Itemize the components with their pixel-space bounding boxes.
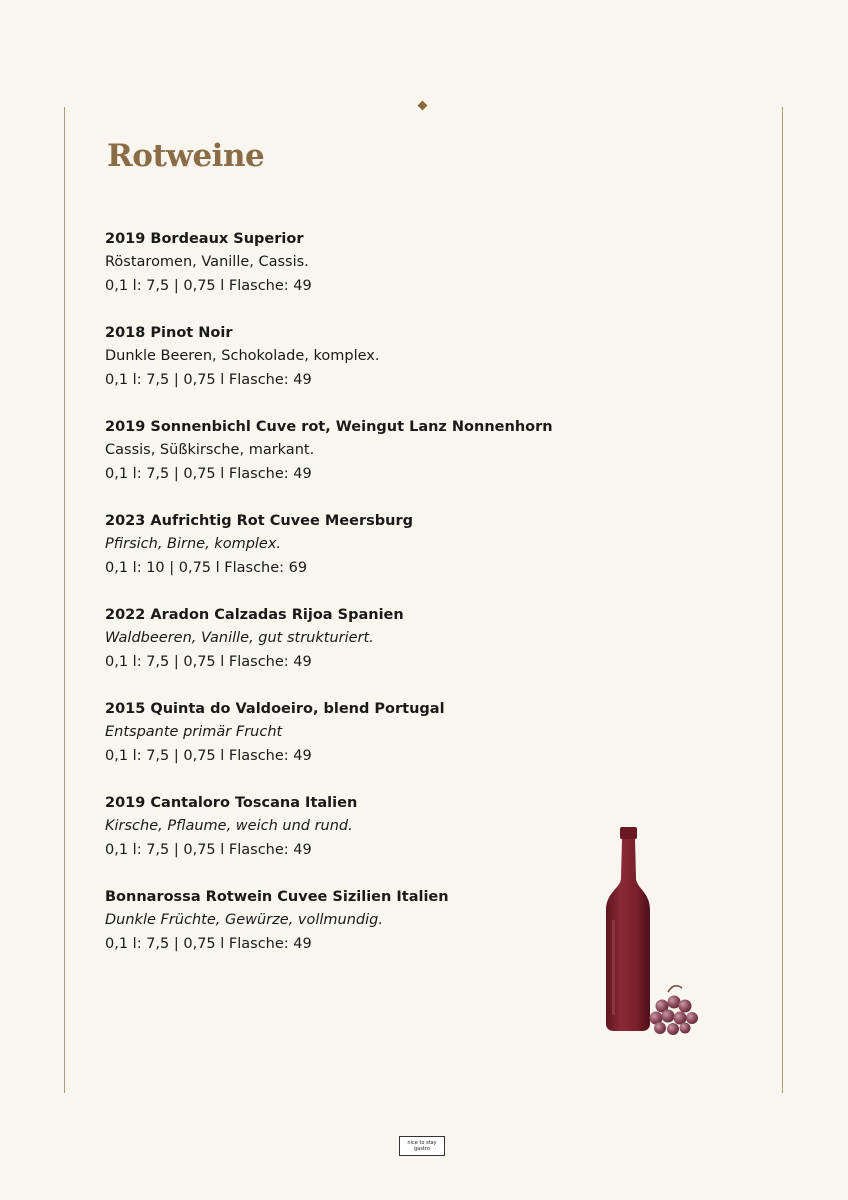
- wine-item: [105, 322, 575, 416]
- logo-line-2: gastro: [414, 1146, 430, 1152]
- brand-logo: [399, 1136, 445, 1156]
- wine-name: 2023 Aufrichtig Rot Cuvee Meersburg: [105, 513, 413, 529]
- wine-price: 0,1 l: 7,5 | 0,75 l Flasche: 49: [105, 372, 312, 388]
- wine-price: 0,1 l: 7,5 | 0,75 l Flasche: 49: [105, 936, 312, 952]
- wine-description: Pfirsich, Birne, komplex.: [105, 536, 282, 552]
- wine-list: [105, 228, 575, 980]
- left-border-line: [64, 107, 65, 1093]
- wine-price: 0,1 l: 7,5 | 0,75 l Flasche: 49: [105, 842, 312, 858]
- wine-name: 2019 Cantaloro Toscana Italien: [105, 795, 358, 811]
- wine-item: [105, 886, 575, 980]
- wine-item: [105, 698, 575, 792]
- grape: [667, 1023, 679, 1035]
- wine-price: 0,1 l: 7,5 | 0,75 l Flasche: 49: [105, 748, 312, 764]
- wine-description: Cassis, Süßkirsche, markant.: [105, 442, 315, 458]
- wine-name: 2019 Bordeaux Superior: [105, 231, 304, 247]
- wine-item: [105, 792, 575, 886]
- wine-item: [105, 510, 575, 604]
- bottle-highlight: [612, 920, 615, 1015]
- wine-item: [105, 228, 575, 322]
- grape-stem: [668, 986, 682, 992]
- right-border-line: [782, 107, 783, 1093]
- wine-bottle-illustration: [590, 820, 710, 1040]
- grape: [662, 1010, 675, 1023]
- wine-name: 2018 Pinot Noir: [105, 325, 233, 341]
- wine-name: 2022 Aradon Calzadas Rijoa Spanien: [105, 607, 404, 623]
- wine-item: [105, 604, 575, 698]
- grape: [679, 1000, 692, 1013]
- wine-description: Kirsche, Pflaume, weich und rund.: [105, 818, 353, 834]
- grape: [686, 1012, 698, 1024]
- wine-description: Röstaromen, Vanille, Cassis.: [105, 254, 309, 270]
- wine-price: 0,1 l: 10 | 0,75 l Flasche: 69: [105, 560, 308, 576]
- wine-description: Dunkle Früchte, Gewürze, vollmundig.: [105, 912, 383, 928]
- grape: [654, 1022, 666, 1034]
- wine-name: Bonnarossa Rotwein Cuvee Sizilien Italien: [105, 889, 449, 905]
- grape: [680, 1023, 691, 1034]
- wine-price: 0,1 l: 7,5 | 0,75 l Flasche: 49: [105, 654, 312, 670]
- wine-name: 2015 Quinta do Valdoeiro, blend Portugal: [105, 701, 445, 717]
- wine-description: Dunkle Beeren, Schokolade, komplex.: [105, 348, 380, 364]
- wine-description: Waldbeeren, Vanille, gut strukturiert.: [105, 630, 374, 646]
- wine-description: Entspante primär Frucht: [105, 724, 283, 740]
- wine-item: [105, 416, 575, 510]
- wine-name: 2019 Sonnenbichl Cuve rot, Weingut Lanz Nonnenhorn: [105, 419, 553, 435]
- page-title: Rotweine: [107, 138, 265, 174]
- bottle-cap: [620, 827, 637, 839]
- wine-price: 0,1 l: 7,5 | 0,75 l Flasche: 49: [105, 466, 312, 482]
- diamond-ornament-icon: [418, 101, 428, 111]
- wine-price: 0,1 l: 7,5 | 0,75 l Flasche: 49: [105, 278, 312, 294]
- logo-line-1: nice to stay: [407, 1140, 437, 1146]
